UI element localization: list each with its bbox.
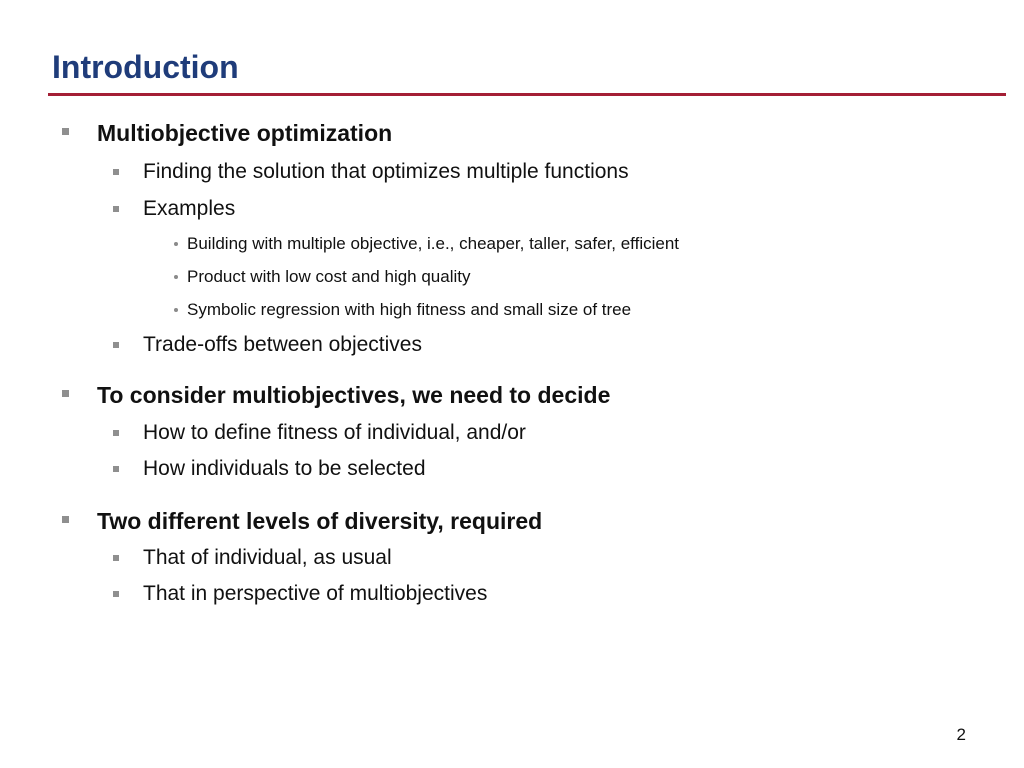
list-item: That of individual, as usual: [143, 546, 392, 569]
level1-bullet-icon: [62, 390, 69, 397]
sub-list-item: Symbolic regression with high fitness and small size of tree: [187, 300, 632, 319]
level2-bullet-icon: [113, 169, 119, 175]
level3-bullet-icon: [174, 242, 178, 246]
level2-bullet-icon: [113, 206, 119, 212]
level2-bullet-icon: [113, 342, 119, 348]
section-heading: To consider multiobjectives, we need to decide: [97, 382, 611, 408]
page-number: 2: [956, 725, 966, 744]
list-item: Examples: [143, 197, 236, 220]
title-divider: [48, 93, 1006, 96]
list-item: Finding the solution that optimizes multiple functions: [143, 160, 629, 183]
level2-bullet-icon: [113, 430, 119, 436]
level1-bullet-icon: [62, 516, 69, 523]
level3-bullet-icon: [174, 275, 178, 279]
sub-list-item: Product with low cost and high quality: [187, 267, 471, 286]
level1-bullet-icon: [62, 128, 69, 135]
list-item: How individuals to be selected: [143, 457, 426, 480]
list-item: That in perspective of multiobjectives: [143, 582, 488, 605]
level2-bullet-icon: [113, 555, 119, 561]
level2-bullet-icon: [113, 591, 119, 597]
section-heading: Two different levels of diversity, required: [97, 508, 543, 534]
list-item: Trade-offs between objectives: [143, 333, 422, 356]
level3-bullet-icon: [174, 308, 178, 312]
level2-bullet-icon: [113, 466, 119, 472]
list-item: How to define fitness of individual, and/or: [143, 421, 526, 444]
section-heading: Multiobjective optimization: [97, 120, 393, 146]
slide-title: Introduction: [52, 49, 239, 85]
sub-list-item: Building with multiple objective, i.e., cheaper, taller, safer, efficient: [187, 234, 680, 253]
